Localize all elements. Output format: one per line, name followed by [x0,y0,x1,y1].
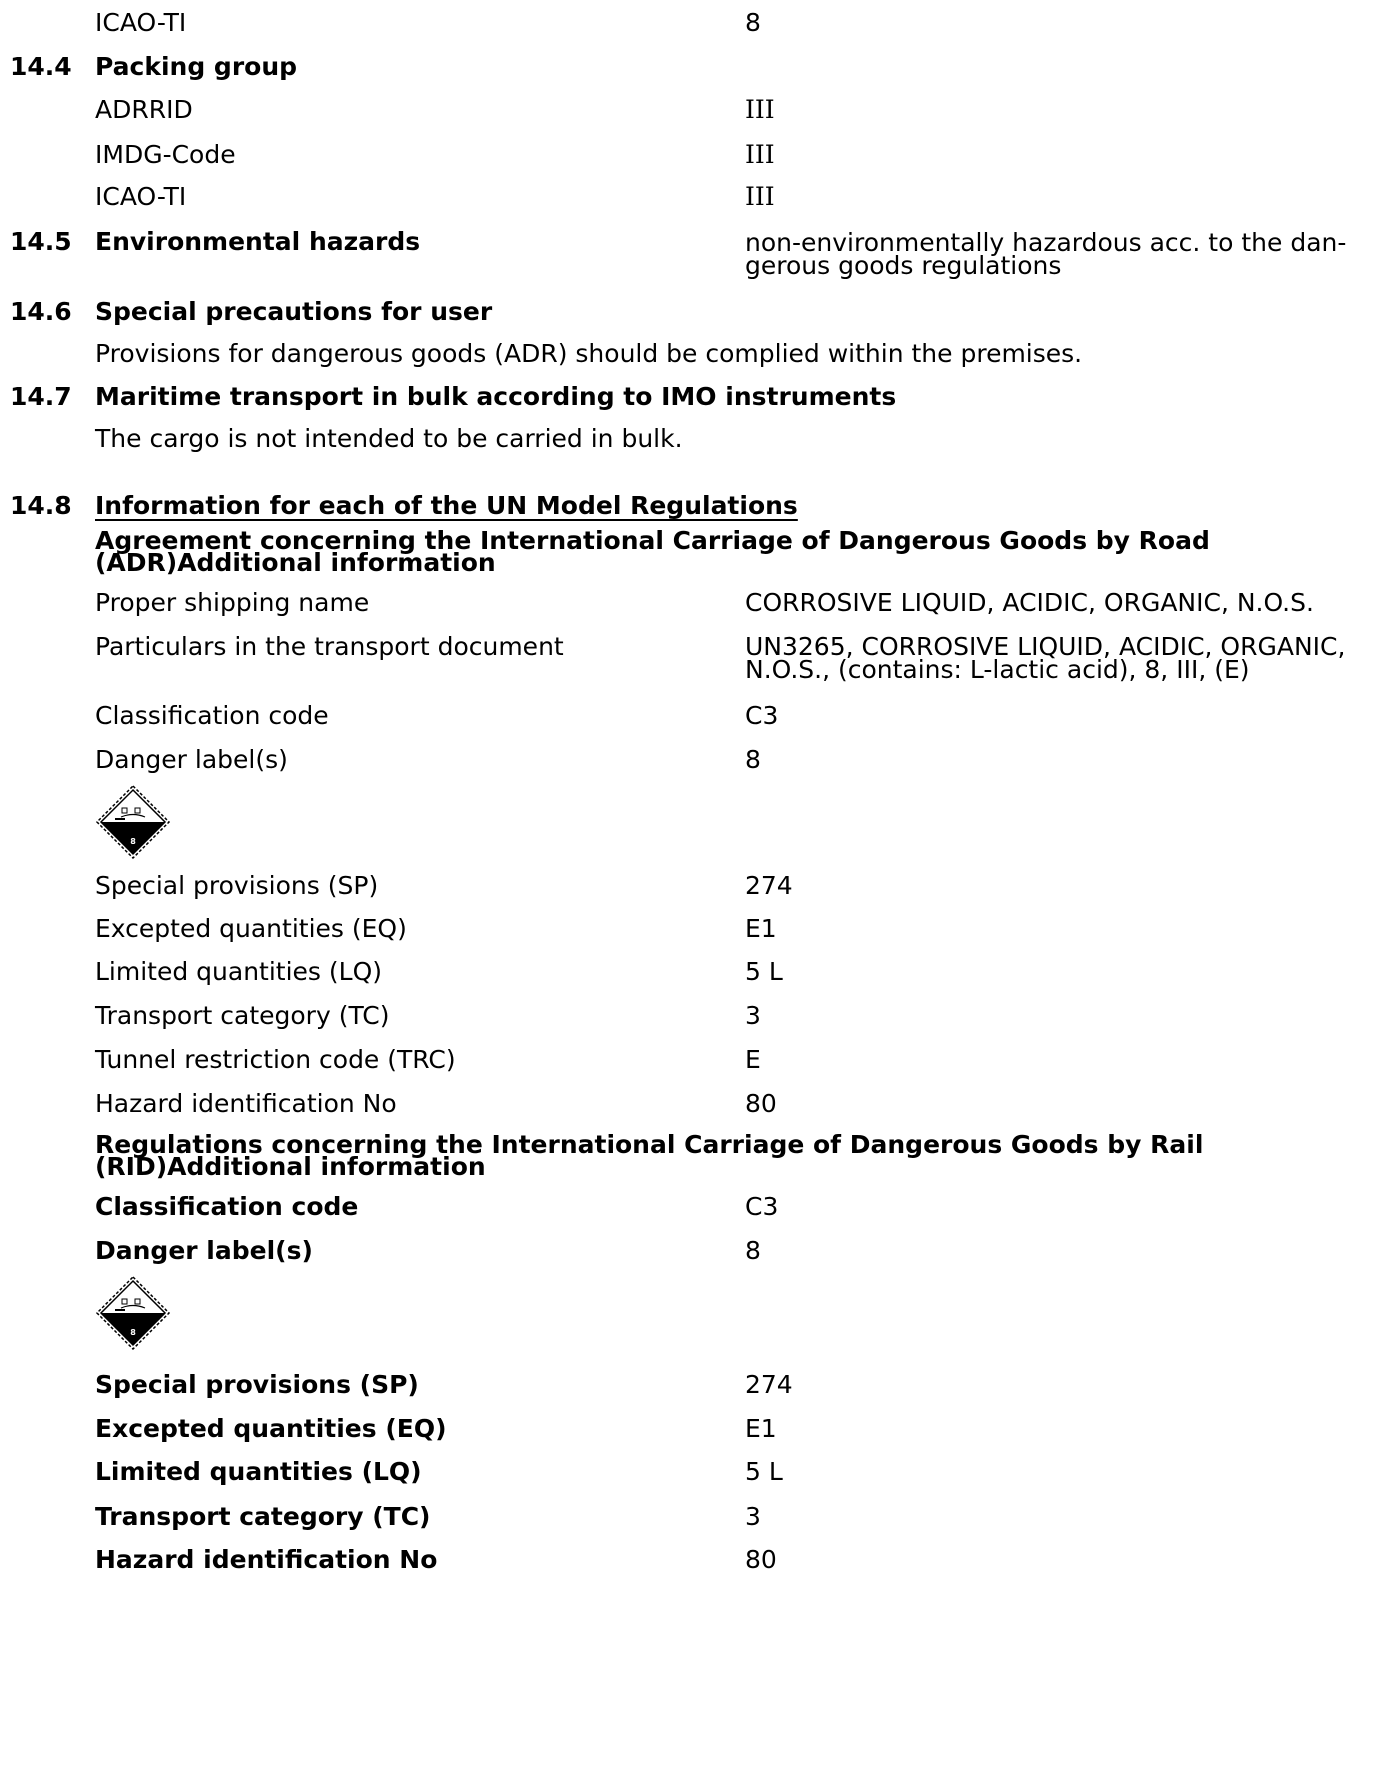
row-value: 3 [745,1502,761,1531]
row-label: Special provisions (SP) [95,871,379,900]
row-value: 8 [745,745,761,774]
section-title: Environmental hazards [95,227,421,256]
row-label: ADRRID [95,95,193,124]
pictogram-class-number: 8 [130,837,136,846]
special-precautions-text: Provisions for dangerous goods (ADR) should be complied within the premises. [95,339,1083,368]
section-title: Information for each of the UN Model Regulations [95,491,798,520]
row-value: UN3265, CORROSIVE LIQUID, ACIDIC, ORGANIC, N.O.S., (contains: L-lactic acid), 8, III, (E) [745,632,1346,684]
section-number: 14.7 [10,382,72,411]
section-title: Maritime transport in bulk according to IMO instruments [95,382,897,411]
row-label: Hazard identification No [95,1089,397,1118]
row-value: C3 [745,1192,779,1221]
row-label: Tunnel restriction code (TRC) [95,1045,456,1074]
section-number: 14.4 [10,52,72,81]
row-value: III [745,182,775,211]
row-value: 8 [745,8,761,37]
adr-heading: Agreement concerning the International Carriage of Dangerous Goods by Road (ADR)Additional information [95,526,1210,577]
row-label: Special provisions (SP) [95,1370,419,1399]
row-label: Danger label(s) [95,745,288,774]
row-value: 3 [745,1001,761,1030]
corrosive-class-8-icon [95,1275,171,1351]
pictogram-class-number: 8 [130,1328,136,1337]
maritime-text: The cargo is not intended to be carried in bulk. [95,424,683,453]
row-value: III [745,95,775,124]
row-label: Transport category (TC) [95,1502,431,1531]
row-value: CORROSIVE LIQUID, ACIDIC, ORGANIC, N.O.S. [745,588,1314,617]
row-value: E [745,1045,761,1074]
row-value: 80 [745,1089,777,1118]
row-value: 8 [745,1236,761,1265]
row-label: IMDG-Code [95,140,236,169]
row-label: Excepted quantities (EQ) [95,1414,447,1443]
row-value: III [745,140,775,169]
row-label: Proper shipping name [95,588,370,617]
environmental-hazards-value: non-environmentally hazardous acc. to the dan-gerous goods regulations [745,228,1347,280]
row-value: 274 [745,871,793,900]
row-label: Classification code [95,701,329,730]
row-label: Danger label(s) [95,1236,313,1265]
row-label: Particulars in the transport document [95,632,564,661]
row-value: C3 [745,701,779,730]
row-value: 5 L [745,1457,783,1486]
row-label: Hazard identification No [95,1545,438,1574]
corrosive-class-8-icon [95,784,171,860]
row-label: ICAO-TI [95,8,187,37]
section-number: 14.5 [10,227,72,256]
row-value: E1 [745,1414,777,1443]
row-value: 5 L [745,957,783,986]
row-value: E1 [745,914,777,943]
row-label: Excepted quantities (EQ) [95,914,407,943]
row-value: 80 [745,1545,777,1574]
row-label: ICAO-TI [95,182,187,211]
section-title: Packing group [95,52,298,81]
rid-heading: Regulations concerning the International Carriage of Dangerous Goods by Rail (RID)Additional information [95,1130,1204,1181]
section-number: 14.8 [10,491,72,520]
row-value: 274 [745,1370,793,1399]
row-label: Limited quantities (LQ) [95,1457,422,1486]
section-title: Special precautions for user [95,297,493,326]
row-label: Transport category (TC) [95,1001,390,1030]
row-label: Limited quantities (LQ) [95,957,383,986]
section-number: 14.6 [10,297,72,326]
row-label: Classification code [95,1192,359,1221]
